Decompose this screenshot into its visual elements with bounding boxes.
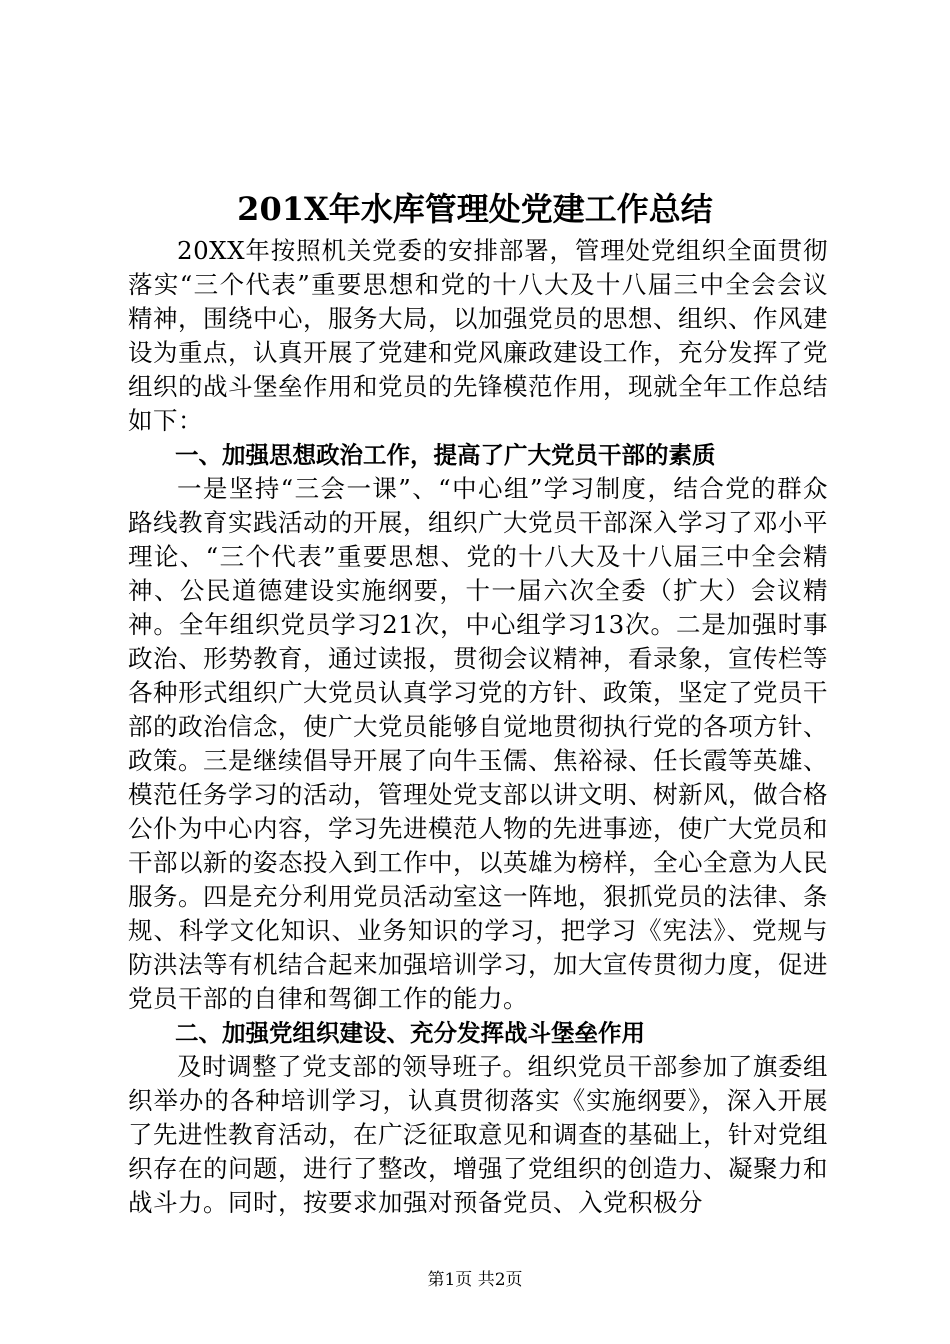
section-1-heading: 一、加强思想政治工作，提高了广大党员干部的素质 xyxy=(175,441,716,469)
section-2-paragraph: 及时调整了党支部的领导班子。组织党员干部参加了旗委组织举办的各种培训学习，认真贯彻落实《实施纲要》，深入开展了先进性教育活动，在广泛征取意见和调查的基础上，针对党组织存在的问题，进行了整改，增强了党组织的创造力、凝聚力和战斗力。同时，按要求加强对预备党员、入党积极分 xyxy=(128,1052,828,1217)
section-1-paragraph: 一是坚持“三会一课”、“中心组”学习制度，结合党的群众路线教育实践活动的开展，组织广大党员干部深入学习了邓小平理论、“三个代表”重要思想、党的十八大及十八届三中全会精神、公民道德建设实施纲要，十一届六次全委（扩大）会议精神。全年组织党员学习21次，中心组学习13次。二是加强时事政治、形势教育，通过读报，贯彻会议精神，看录象，宣传栏等各种形式组织广大党员认真学习党的方针、政策，坚定了党员干部的政治信念，使广大党员能够自觉地贯彻执行党的各项方针、政策。三是继续倡导开展了向牛玉儒、焦裕禄、任长霞等英雄、模范任务学习的活动，管理处党支部以讲文明、树新风，做合格公仆为中心内容，学习先进模范人物的先进事迹，使广大党员和干部以新的姿态投入到工作中，以英雄为榜样，全心全意为人民服务。四是充分利用党员活动室这一阵地，狠抓党员的法律、条规、科学文化知识、业务知识的学习，把学习《宪法》、党规与防洪法等有机结合起来加强培训学习，加大宣传贯彻力度，促进党员干部的自律和驾御工作的能力。 xyxy=(128,474,828,1013)
section-2-heading: 二、加强党组织建设、充分发挥战斗堡垒作用 xyxy=(175,1019,645,1047)
document-body xyxy=(128,234,828,1220)
page-number-footer: 第1页 共2页 xyxy=(427,1270,523,1290)
document-title: 201X年水库管理处党建工作总结 xyxy=(237,190,713,228)
intro-paragraph: 20XX年按照机关党委的安排部署，管理处党组织全面贯彻落实“三个代表”重要思想和党的十八大及十八届三中全会会议精神，围绕中心，服务大局，以加强党员的思想、组织、作风建设为重点，认真开展了党建和党风廉政建设工作，充分发挥了党组织的战斗堡垒作用和党员的先锋模范作用，现就全年工作总结如下： xyxy=(128,236,828,435)
